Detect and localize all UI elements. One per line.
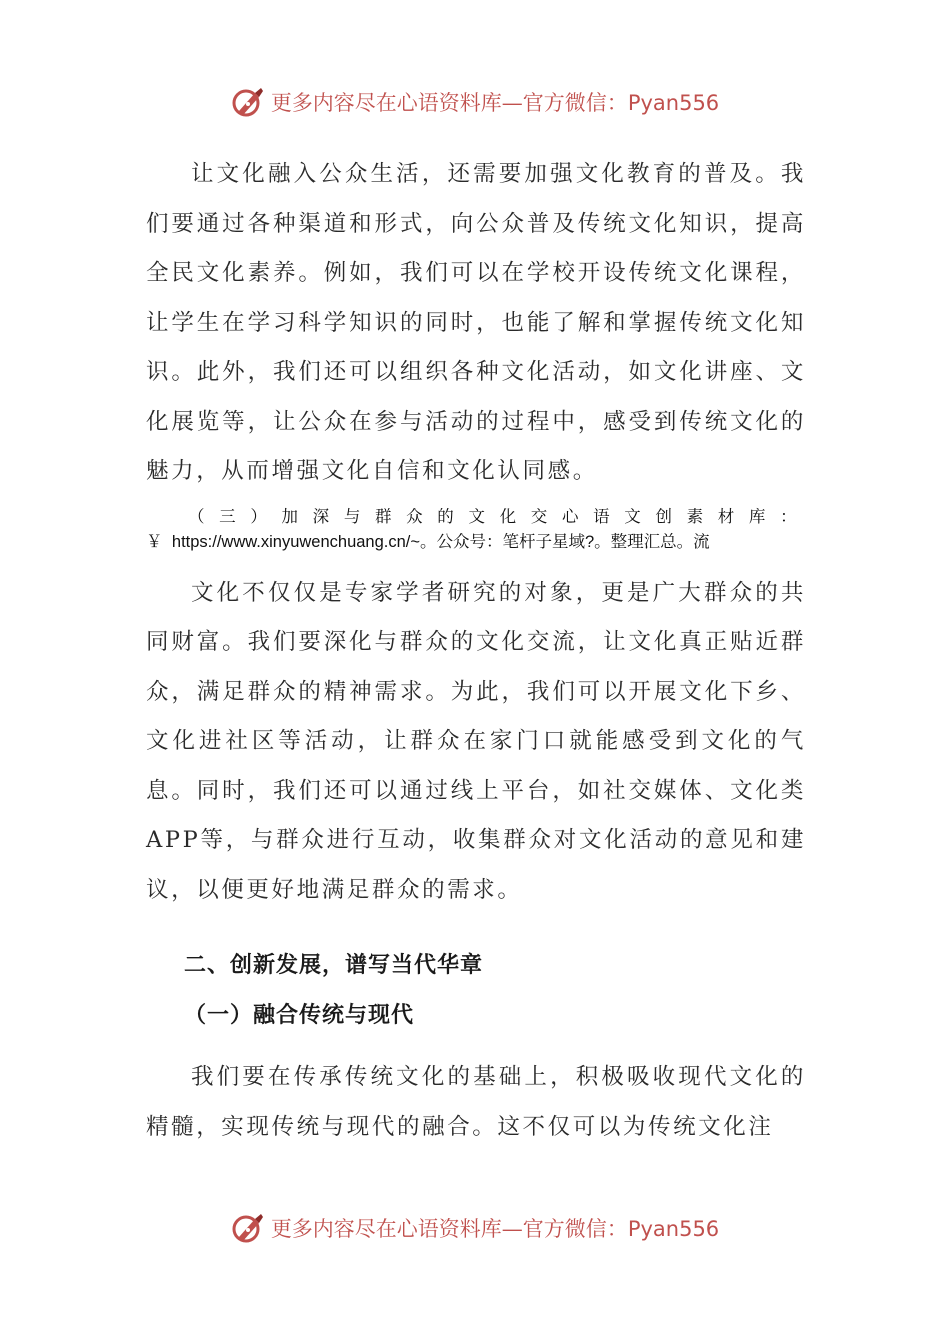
header-banner-inner bbox=[231, 85, 719, 119]
paragraph-mass-exchange: 文化不仅仅是专家学者研究的对象，更是广大群众的共同财富。我们要深化与群众的文化交流，让文化真正贴近群众，满足群众的精神需求。为此，我们可以开展文化下乡、文化进社区等活动，让群众在家门口就能感受到文化的气息。同时，我们还可以通过线上平台，如社交媒体、文化类APP等，与群众进行互动，收集群众对文化活动的意见和建议，以便更好地满足群众的需求。 bbox=[146, 579, 806, 903]
header-banner-text bbox=[271, 87, 719, 117]
subsection-heading: （一）融合传统与现代 bbox=[184, 1003, 415, 1028]
promo-line bbox=[146, 505, 806, 555]
promo-link-text: https://www.xinyuwenchuang.cn/~。公众号：笔杆子星域?。整理汇总。流 bbox=[171, 532, 710, 551]
promo-heading-text: （三）加深与群众的文化交心语文创素材库：￥ bbox=[146, 507, 806, 551]
footer-banner-inner bbox=[231, 1211, 719, 1245]
footer-wechat-id: Pyan556 bbox=[627, 1217, 720, 1241]
footer-banner bbox=[0, 1208, 950, 1248]
footer-banner-text bbox=[271, 1213, 719, 1243]
header-wechat-id: Pyan556 bbox=[627, 91, 720, 115]
document-body bbox=[146, 150, 806, 1152]
paragraph-tradition-modern: 我们要在传承传统文化的基础上，积极吸收现代文化的精髓，实现传统与现代的融合。这不仅可以为传统文化注 bbox=[146, 1064, 806, 1140]
paragraph-cultural-education: 让文化融入公众生活，还需要加强文化教育的普及。我们要通过各种渠道和形式，向公众普及传统文化知识，提高全民文化素养。例如，我们可以在学校开设传统文化课程，让学生在学习科学知识的同时，也能了解和掌握传统文化知识。此外，我们还可以组织各种文化活动，如文化讲座、文化展览等，让公众在参与活动的过程中，感受到传统文化的魅力，从而增强文化自信和文化认同感。 bbox=[146, 161, 806, 484]
footer-banner-label: 更多内容尽在心语资料库—官方微信： bbox=[270, 1217, 628, 1241]
pen-nib-circle-icon bbox=[231, 1211, 265, 1245]
section-heading: 二、创新发展，谱写当代华章 bbox=[184, 953, 484, 978]
pen-nib-circle-icon bbox=[231, 85, 265, 119]
header-banner bbox=[0, 82, 950, 122]
header-banner-label: 更多内容尽在心语资料库—官方微信： bbox=[270, 91, 628, 115]
